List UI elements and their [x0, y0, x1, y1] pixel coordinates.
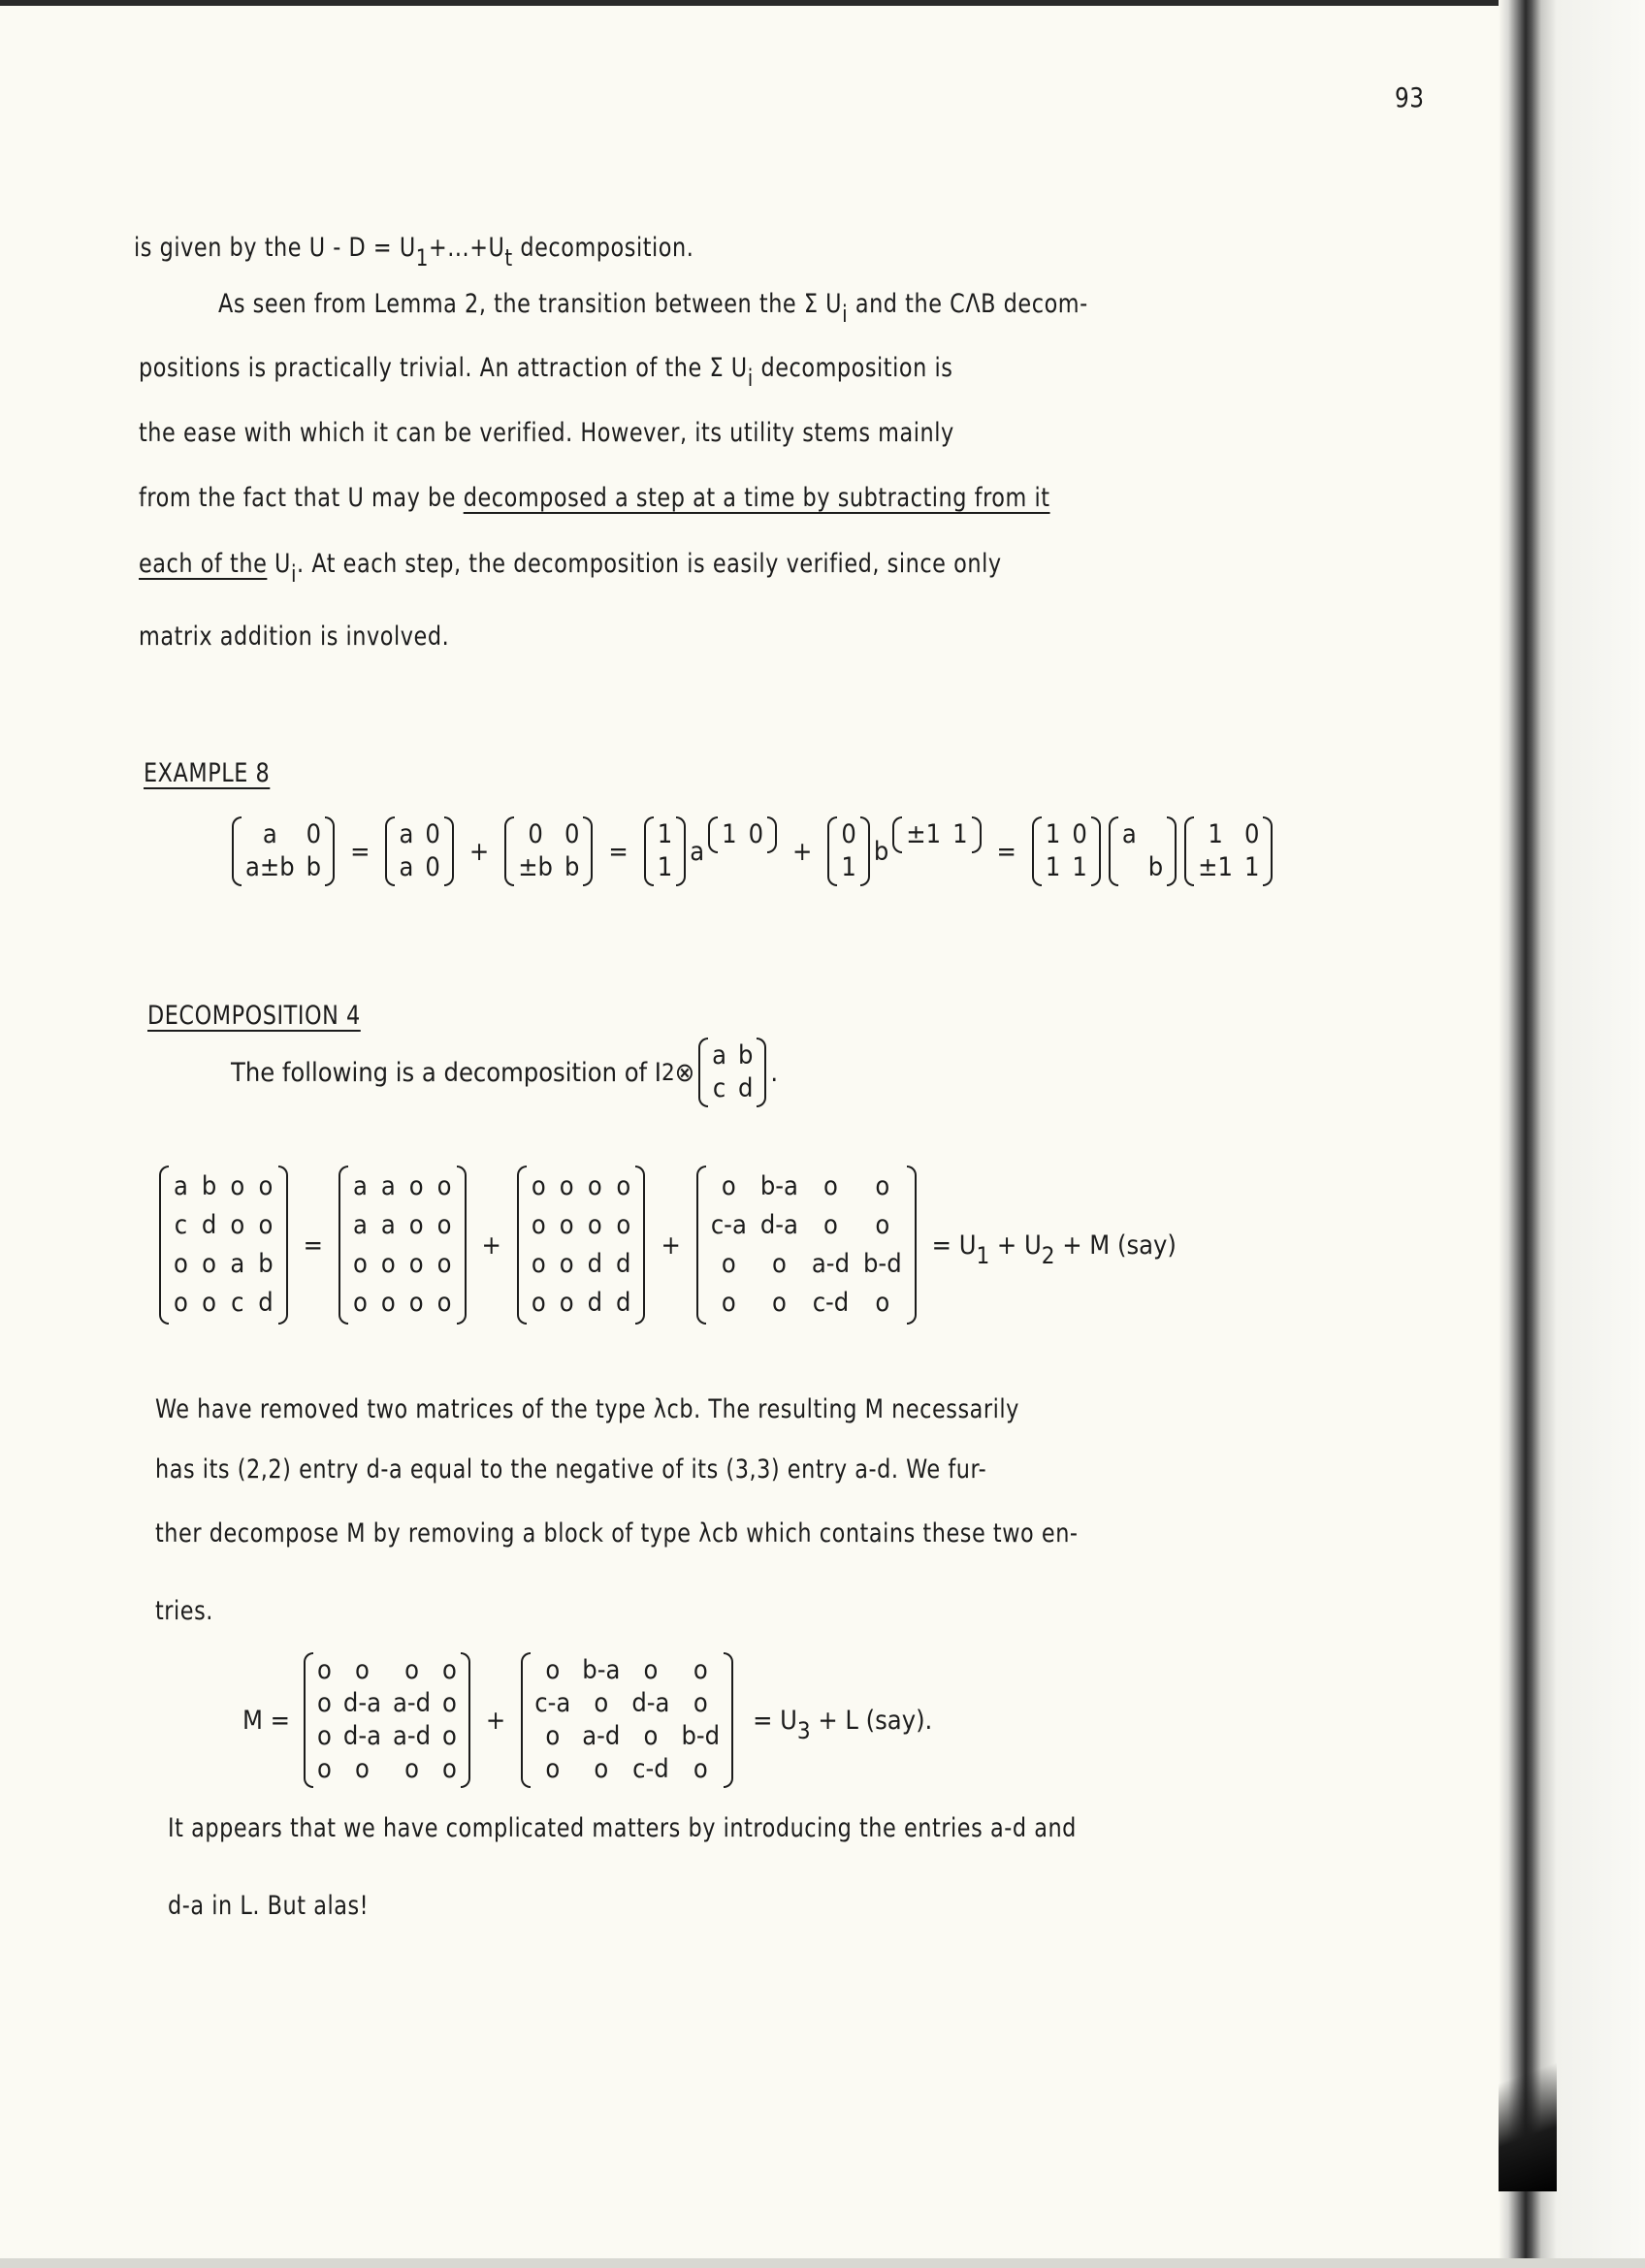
text-line: tries.	[155, 1596, 213, 1626]
matrix-row	[529, 1753, 726, 1786]
text: decomposition is	[753, 353, 953, 383]
text-line: It appears that we have complicated matters by introducing the entries a-d and	[168, 1813, 1077, 1843]
matrix-entry: b	[1147, 852, 1164, 882]
matrix-row	[311, 1720, 463, 1753]
text: .	[770, 1057, 779, 1088]
matrix-entry: ±b	[518, 852, 553, 882]
matrix-entry: 1	[657, 852, 673, 882]
matrix-row	[529, 1720, 726, 1753]
matrix-l	[521, 1652, 733, 1788]
matrix-entry: d	[201, 1210, 217, 1240]
matrix-entry: d-a	[342, 1721, 381, 1751]
scan-binding-shadow	[1499, 0, 1645, 2268]
matrix-entry: o	[436, 1210, 452, 1240]
matrix-entry: o	[875, 1171, 890, 1201]
matrix-row	[167, 1206, 280, 1245]
matrix-grid	[706, 1039, 758, 1105]
matrix-entry: o	[823, 1171, 838, 1201]
matrix-grid	[529, 1654, 726, 1786]
matrix-entry: o	[616, 1210, 631, 1240]
matrix-entry: o	[559, 1171, 574, 1201]
matrix-entry: 1	[1045, 819, 1061, 849]
matrix-entry: o	[545, 1721, 561, 1751]
matrix-entry: 0	[841, 819, 856, 849]
matrix-row	[1040, 851, 1093, 884]
matrix-entry: 1	[1208, 819, 1223, 849]
matrix-row	[529, 1687, 726, 1720]
matrix	[1032, 816, 1101, 886]
matrix-entry: a±b	[245, 852, 295, 882]
subscript: t	[504, 244, 513, 272]
matrix-entry: b-a	[582, 1655, 621, 1685]
scan-page-curl	[1499, 1997, 1557, 2191]
matrix-row	[1192, 851, 1265, 884]
matrix-entry: o	[230, 1171, 245, 1201]
matrix-row	[311, 1654, 463, 1687]
matrix-entry: o	[721, 1288, 736, 1318]
column-vector	[644, 816, 686, 886]
matrix-entry: o	[317, 1721, 332, 1751]
matrix-row	[704, 1284, 909, 1323]
matrix-entry: c	[174, 1210, 188, 1240]
matrix-entry: a-d	[392, 1688, 432, 1718]
matrix-entry: o	[258, 1210, 274, 1240]
matrix-entry: o	[531, 1210, 546, 1240]
matrix-grid	[1116, 818, 1169, 884]
text: and the CΛB decom-	[848, 289, 1088, 319]
matrix-entry: b-d	[863, 1249, 902, 1279]
matrix-entry: d	[737, 1073, 754, 1103]
text-line	[218, 289, 1088, 328]
matrix-entry: b	[564, 852, 580, 882]
matrix-grid	[704, 1167, 909, 1323]
matrix-entry: b	[258, 1249, 274, 1279]
example-equation	[228, 816, 1276, 886]
text: = U	[753, 1705, 797, 1736]
matrix-row	[704, 1245, 909, 1284]
matrix	[385, 816, 453, 886]
matrix-grid	[346, 1167, 459, 1323]
matrix-entry: o	[559, 1210, 574, 1240]
matrix-entry: o	[531, 1171, 546, 1201]
subscript: i	[290, 560, 298, 588]
text: decomposition.	[512, 233, 694, 263]
matrix-entry: 1	[722, 819, 737, 849]
matrix-row	[311, 1687, 463, 1720]
matrix-entry: 1	[952, 819, 968, 849]
matrix-row	[512, 851, 585, 884]
matrix-u2	[517, 1166, 646, 1325]
matrix-entry: c-d	[632, 1754, 669, 1784]
matrix-entry: o	[202, 1249, 217, 1279]
matrix-entry: o	[404, 1655, 419, 1685]
matrix-row	[835, 851, 861, 884]
matrix-entry: o	[408, 1288, 424, 1318]
subscript: 3	[796, 1716, 811, 1744]
matrix-entry: o	[174, 1249, 188, 1279]
text: +...+U	[428, 233, 505, 263]
matrix-row	[346, 1167, 459, 1206]
matrix-entry: a	[399, 852, 414, 882]
matrix-row	[1040, 818, 1093, 851]
matrix-entry: o	[408, 1249, 424, 1279]
text: positions is practically trivial. An attraction of the Σ U	[139, 353, 748, 383]
matrix-row	[652, 818, 678, 851]
matrix-entry: d	[258, 1288, 274, 1318]
matrix-grid	[393, 818, 445, 884]
matrix-entry: d	[587, 1288, 603, 1318]
matrix-entry: o	[823, 1210, 838, 1240]
subscript: 1	[976, 1241, 990, 1269]
matrix-entry: 0	[1072, 819, 1087, 849]
scalar: b	[873, 836, 889, 867]
plus-sign: +	[661, 1230, 681, 1261]
matrix-grid	[525, 1167, 638, 1323]
matrix-entry: o	[436, 1249, 452, 1279]
matrix-entry: o	[380, 1288, 396, 1318]
row-vector	[708, 816, 777, 853]
matrix-entry: a-d	[582, 1721, 621, 1751]
matrix-row	[167, 1284, 280, 1323]
matrix-entry: d	[587, 1249, 603, 1279]
matrix-entry: 0	[306, 819, 322, 849]
text-line	[139, 483, 1050, 513]
text-line: We have removed two matrices of the type λcb. The resulting M necessarily	[155, 1394, 1019, 1424]
text: The following is a decomposition of I	[231, 1057, 661, 1088]
equals-sign: =	[350, 836, 371, 867]
matrix-row	[1192, 818, 1265, 851]
matrix-entry: ±1	[1198, 852, 1233, 882]
matrix-grid	[835, 818, 861, 884]
matrix-entry: o	[317, 1688, 332, 1718]
matrix	[232, 816, 335, 886]
matrix-entry: o	[587, 1210, 602, 1240]
text: is given by the U - D = U	[134, 233, 416, 263]
matrix-row	[393, 818, 445, 851]
matrix-row	[525, 1206, 638, 1245]
text-line	[134, 233, 694, 272]
matrix-grid	[512, 818, 585, 884]
matrix-entry: 1	[1243, 852, 1260, 882]
matrix-entry: a	[230, 1249, 245, 1279]
matrix-entry: b	[306, 852, 322, 882]
text-line: the ease with which it can be verified. However, its utility stems mainly	[139, 418, 954, 448]
matrix-entry: o	[616, 1171, 631, 1201]
matrix-u3	[304, 1652, 470, 1788]
matrix-entry: a	[380, 1171, 396, 1201]
matrix-entry: 1	[1072, 852, 1087, 882]
matrix-entry: a	[174, 1171, 188, 1201]
matrix-entry: d	[616, 1288, 631, 1318]
matrix-row	[240, 851, 327, 884]
plus-sign: +	[468, 836, 490, 867]
matrix-row	[1116, 818, 1169, 851]
matrix-row	[311, 1753, 463, 1786]
matrix-entry: 0	[425, 819, 440, 849]
matrix-row	[529, 1654, 726, 1687]
row-vector	[892, 816, 981, 853]
matrix-row	[512, 818, 585, 851]
matrix-entry: o	[875, 1210, 890, 1240]
matrix-entry: o	[643, 1655, 659, 1685]
matrix-grid	[652, 818, 678, 884]
plus-sign: +	[485, 1705, 506, 1736]
matrix-entry	[1116, 851, 1143, 884]
text: M =	[242, 1705, 291, 1736]
matrix-entry: c-a	[534, 1688, 571, 1718]
matrix-entry: o	[442, 1688, 457, 1718]
plus-sign: +	[481, 1230, 501, 1261]
matrix-entry: a	[399, 819, 414, 849]
matrix-entry: o	[545, 1754, 561, 1784]
text-line	[139, 549, 1002, 588]
matrix-entry: a	[353, 1210, 368, 1240]
text-line: ther decompose M by removing a block of type λcb which contains these two en-	[155, 1518, 1079, 1549]
second-equation	[242, 1652, 932, 1788]
matrix-row	[167, 1245, 280, 1284]
matrix-grid	[1192, 818, 1265, 884]
matrix-entry: o	[771, 1249, 787, 1279]
matrix-row	[652, 851, 678, 884]
text-line: d-a in L. But alas!	[168, 1891, 370, 1921]
matrix-m	[696, 1166, 917, 1325]
matrix-entry: a	[712, 1040, 726, 1070]
matrix-entry: o	[436, 1171, 452, 1201]
decomposition-heading: DECOMPOSITION 4	[147, 1001, 361, 1031]
matrix-entry: o	[721, 1171, 736, 1201]
equals-sign: =	[303, 1230, 324, 1261]
matrix-grid	[311, 1654, 463, 1786]
matrix-entry: a	[380, 1210, 396, 1240]
matrix-row	[525, 1245, 638, 1284]
matrix-row	[835, 818, 861, 851]
matrix-entry: o	[353, 1288, 368, 1318]
matrix-row	[525, 1284, 638, 1323]
matrix-row	[346, 1206, 459, 1245]
diagonal-matrix	[1109, 816, 1177, 886]
matrix-entry: o	[721, 1249, 736, 1279]
page-number: 93	[1395, 81, 1425, 113]
matrix-entry: 0	[1243, 819, 1260, 849]
matrix	[504, 816, 593, 886]
matrix-entry: 0	[748, 819, 764, 849]
matrix-row	[900, 818, 973, 851]
matrix-entry: o	[771, 1288, 787, 1318]
matrix-row	[706, 1072, 758, 1105]
text: As seen from Lemma 2, the transition between the Σ U	[218, 289, 843, 319]
matrix-entry: o	[404, 1754, 419, 1784]
matrix-entry: o	[875, 1288, 890, 1318]
matrix-row	[240, 818, 327, 851]
equals-sign: =	[996, 836, 1016, 867]
matrix-entry: b-d	[681, 1721, 721, 1751]
scalar: a	[690, 836, 705, 867]
matrix-entry: o	[230, 1210, 245, 1240]
matrix-entry: c-d	[812, 1288, 850, 1318]
matrix-entry: d-a	[759, 1210, 798, 1240]
matrix-row	[346, 1245, 459, 1284]
subscript: i	[747, 365, 754, 392]
matrix-entry: o	[317, 1655, 332, 1685]
matrix-row	[704, 1206, 909, 1245]
matrix-entry: b	[737, 1040, 754, 1070]
matrix-entry: a	[1121, 819, 1137, 849]
matrix-entry: o	[531, 1288, 546, 1318]
text: + U	[989, 1230, 1042, 1261]
example-heading: EXAMPLE 8	[144, 758, 271, 788]
matrix-entry: 0	[528, 819, 543, 849]
matrix-entry: o	[355, 1754, 370, 1784]
text: from the fact that U may be	[139, 483, 464, 513]
text: + L (say).	[810, 1705, 933, 1736]
matrix-row	[1116, 851, 1169, 884]
equation-result	[753, 1705, 933, 1744]
equals-sign: =	[608, 836, 629, 867]
matrix-entry: c-a	[710, 1210, 747, 1240]
matrix-entry: o	[355, 1655, 370, 1685]
matrix-entry: b	[201, 1171, 217, 1201]
decomposition-intro: The following is a decomposition of I 2 ⊗ a b c d .	[231, 1038, 778, 1107]
text: + M (say)	[1054, 1230, 1177, 1261]
matrix-entry: a	[353, 1171, 368, 1201]
scan-top-edge	[0, 0, 1645, 6]
matrix-entry: o	[317, 1754, 332, 1784]
matrix-entry: a-d	[811, 1249, 850, 1279]
matrix-entry: o	[587, 1171, 602, 1201]
matrix-entry: c	[712, 1073, 726, 1103]
matrix-entry: c	[231, 1288, 244, 1318]
matrix-entry: o	[408, 1210, 424, 1240]
subscript: 1	[415, 244, 429, 272]
matrix-entry: o	[594, 1754, 609, 1784]
underlined-text: each of the	[139, 549, 268, 579]
matrix-entry: o	[408, 1171, 424, 1201]
equation-result	[931, 1230, 1177, 1269]
matrix-entry: o	[442, 1754, 457, 1784]
matrix-entry: 0	[425, 852, 440, 882]
matrix-entry: o	[643, 1721, 659, 1751]
matrix-row	[525, 1167, 638, 1206]
matrix-entry: o	[545, 1655, 561, 1685]
matrix-entry: o	[442, 1655, 457, 1685]
column-vector	[827, 816, 869, 886]
matrix-entry: d-a	[631, 1688, 670, 1718]
tensor-operator: ⊗	[674, 1057, 695, 1088]
matrix-entry: o	[380, 1249, 396, 1279]
matrix-row	[704, 1167, 909, 1206]
matrix-entry: o	[353, 1249, 368, 1279]
matrix-grid	[900, 818, 973, 851]
matrix-entry	[1143, 818, 1169, 851]
matrix-entry: d	[616, 1249, 631, 1279]
matrix-entry: d-a	[342, 1688, 381, 1718]
text-line: matrix addition is involved.	[139, 622, 450, 652]
matrix-row	[393, 851, 445, 884]
text-line	[139, 353, 953, 392]
matrix-entry: a	[262, 819, 277, 849]
matrix-entry: 1	[657, 819, 673, 849]
matrix-entry: a-d	[392, 1721, 432, 1751]
matrix-entry: o	[436, 1288, 452, 1318]
text: . At each step, the decomposition is easily verified, since only	[297, 549, 1002, 579]
matrix-row	[346, 1284, 459, 1323]
matrix-row	[716, 818, 769, 851]
matrix-grid	[240, 818, 327, 884]
underlined-text: decomposed a step at a time by subtracting from it	[463, 483, 1050, 513]
matrix-entry: 1	[841, 852, 856, 882]
matrix-entry: o	[258, 1171, 274, 1201]
matrix-entry: o	[693, 1655, 708, 1685]
matrix-grid	[167, 1167, 280, 1323]
text: U	[267, 549, 291, 579]
matrix-entry: o	[559, 1249, 574, 1279]
matrix-grid	[1040, 818, 1093, 884]
text: = U	[931, 1230, 977, 1261]
matrix-entry: 0	[564, 819, 580, 849]
text-line: has its (2,2) entry d-a equal to the negative of its (3,3) entry a-d. We fur-	[155, 1454, 987, 1485]
matrix-grid	[716, 818, 769, 851]
matrix-entry: ±1	[906, 819, 942, 849]
matrix-entry: b-a	[759, 1171, 798, 1201]
matrix-entry: o	[174, 1288, 188, 1318]
matrix	[1184, 816, 1273, 886]
matrix-entry: o	[594, 1688, 609, 1718]
decomposition-equation	[155, 1166, 1177, 1325]
matrix-entry: o	[202, 1288, 217, 1318]
matrix-entry: o	[442, 1721, 457, 1751]
matrix-row	[167, 1167, 280, 1206]
matrix-u1	[339, 1166, 467, 1325]
subscript: i	[842, 301, 849, 328]
matrix-entry: o	[693, 1754, 708, 1784]
matrix-entry: o	[693, 1688, 708, 1718]
scan-bottom-edge	[0, 2258, 1645, 2268]
matrix-entry: o	[559, 1288, 574, 1318]
matrix	[698, 1038, 766, 1107]
subscript: 2	[1041, 1241, 1055, 1269]
matrix-entry: 1	[1045, 852, 1061, 882]
matrix-entry: o	[531, 1249, 546, 1279]
matrix-row	[706, 1039, 758, 1072]
plus-sign: +	[792, 836, 813, 867]
matrix	[159, 1166, 288, 1325]
